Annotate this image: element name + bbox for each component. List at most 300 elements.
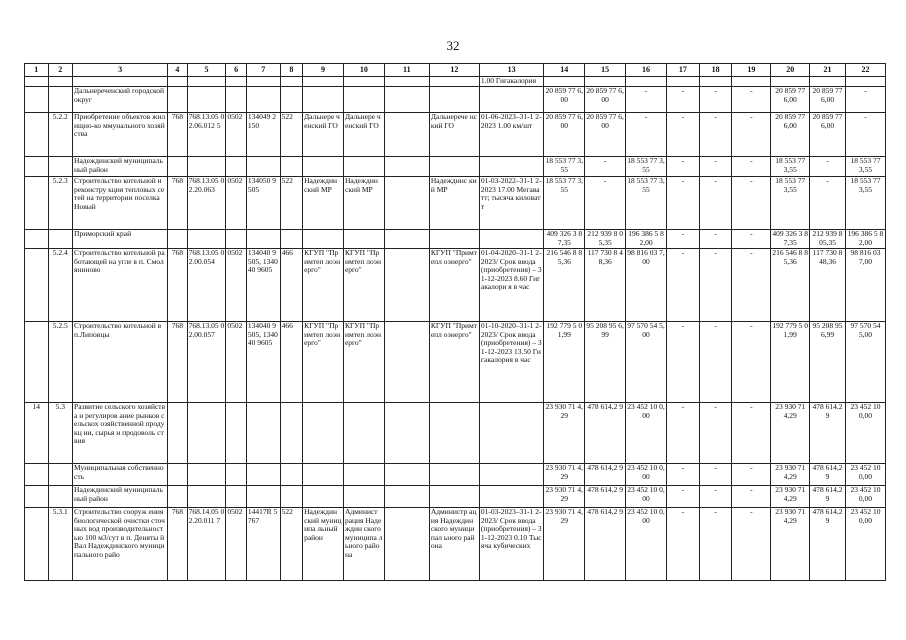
table-cell: 768	[168, 177, 187, 230]
table-cell	[626, 77, 667, 87]
table-cell	[429, 77, 479, 87]
table-cell	[479, 486, 543, 508]
table-cell: 23 452 10 0,00	[845, 403, 885, 464]
column-header: 1	[25, 64, 49, 77]
table-cell: 18 553 77 3,55	[845, 177, 885, 230]
table-cell: -	[699, 157, 732, 177]
table-cell: -	[699, 508, 732, 581]
table-cell: -	[699, 403, 732, 464]
table-cell: 134049 2150	[246, 113, 280, 157]
table-cell	[168, 230, 187, 249]
table-cell	[479, 157, 543, 177]
table-cell: Надеждин ский МР	[343, 177, 384, 230]
table-cell: 20 859 77 6,00	[544, 113, 585, 157]
table-cell: 18 553 77 3,55	[544, 177, 585, 230]
table-cell: 522	[280, 508, 302, 581]
table-cell: 478 614,2 9	[585, 508, 626, 581]
table-cell: -	[667, 113, 700, 157]
table-cell: 23 452 10 0,00	[845, 486, 885, 508]
table-cell: 23 930 71 4,29	[771, 508, 810, 581]
table-cell: 768.13.05 02.06.012 5	[187, 113, 226, 157]
table-cell	[429, 157, 479, 177]
table-cell: Дальнере ченский ГО	[303, 113, 344, 157]
table-cell: Строительство котельной работающей на угле в п. Смоляниново	[73, 249, 168, 322]
table-cell: -	[699, 177, 732, 230]
table-cell: Дальнерече нский ГО	[429, 113, 479, 157]
table-cell: КГУП "Примтепл оэнерго"	[429, 249, 479, 322]
table-cell: Дальнере ченский ГО	[343, 113, 384, 157]
table-cell	[479, 403, 543, 464]
table-cell	[48, 77, 73, 87]
table-cell	[226, 464, 246, 486]
table-cell: -	[810, 177, 846, 230]
table-cell: 117 730 8 48,36	[585, 249, 626, 322]
table-cell	[226, 230, 246, 249]
column-header: 4	[168, 64, 187, 77]
table-row	[25, 87, 886, 113]
table-cell: 768	[168, 508, 187, 581]
table-cell: -	[732, 249, 771, 322]
table-cell: 466	[280, 249, 302, 322]
table-cell: 5.3	[48, 403, 73, 464]
table-cell: Администр ация Надеждин ского муниципал ьного района	[429, 508, 479, 581]
column-header: 8	[280, 64, 302, 77]
table-cell: 97 570 54 5,00	[845, 322, 885, 403]
table-cell: Приморский край	[73, 230, 168, 249]
table-cell: 23 452 10 0,00	[845, 464, 885, 486]
table-cell: -	[667, 486, 700, 508]
table-row	[25, 403, 886, 464]
table-cell: -	[732, 403, 771, 464]
table-cell	[168, 403, 187, 464]
table-cell	[544, 77, 585, 87]
table-cell	[280, 486, 302, 508]
table-cell	[168, 157, 187, 177]
table-cell	[810, 77, 846, 87]
table-cell: 768	[168, 113, 187, 157]
table-cell: 01-04-2020–31-1 2-2023/ Срок ввода (приобретения) – 31-12-2023 8.60 Гигакалори я в час	[479, 249, 543, 322]
column-header: 17	[667, 64, 700, 77]
table-cell	[384, 113, 429, 157]
table-row	[25, 464, 886, 486]
table-cell: 01-03-2022–31-1 2-2023 17.00 Мегаватт; тысяча киловатт	[479, 177, 543, 230]
table-cell: -	[732, 113, 771, 157]
table-cell: КГУП "Примтепл оэнерго"	[429, 322, 479, 403]
table-cell: 23 452 10 0,00	[626, 464, 667, 486]
table-cell: 20 859 77 6,00	[771, 113, 810, 157]
table-cell	[303, 464, 344, 486]
table-cell	[25, 113, 49, 157]
table-cell: Муниципальная собственность	[73, 464, 168, 486]
table-cell	[384, 249, 429, 322]
table-cell	[168, 486, 187, 508]
table-cell: 23 930 71 4,29	[544, 508, 585, 581]
table-cell: КГУП "Примтеп лоэнерго"	[303, 322, 344, 403]
table-cell: 522	[280, 113, 302, 157]
table-cell: -	[732, 322, 771, 403]
column-header: 5	[187, 64, 226, 77]
table-cell	[479, 87, 543, 113]
table-cell	[479, 464, 543, 486]
table-cell: 478 614,2 9	[810, 403, 846, 464]
column-header: 22	[845, 64, 885, 77]
table-cell	[168, 464, 187, 486]
table-cell	[48, 87, 73, 113]
column-header: 20	[771, 64, 810, 77]
table-cell	[246, 403, 280, 464]
table-cell: КГУП "Примтеп лоэнерго"	[343, 249, 384, 322]
table-cell: 768.13.05 02.00.057	[187, 322, 226, 403]
table-cell: -	[626, 87, 667, 113]
table-cell: 23 930 71 4,29	[544, 464, 585, 486]
table-cell	[280, 77, 302, 87]
table-cell: -	[699, 230, 732, 249]
column-header: 3	[73, 64, 168, 77]
table-cell	[667, 77, 700, 87]
table-cell: 01-03-2023–31-1 2-2023/ Срок ввода (приобретения) – 31-12-2023 0.10 Тысяча кубических	[479, 508, 543, 581]
table-cell: Надеждинс кий МР	[429, 177, 479, 230]
table-cell: -	[732, 230, 771, 249]
table-cell: Строительство котельной в п.Липовцы	[73, 322, 168, 403]
table-cell: 216 546 8 85,36	[771, 249, 810, 322]
table-cell	[384, 486, 429, 508]
table-cell	[429, 486, 479, 508]
table-cell: 196 386 5 82,00	[845, 230, 885, 249]
table-cell: 18 553 77 3,55	[771, 177, 810, 230]
table-cell: 20 859 77 6,00	[544, 87, 585, 113]
table-cell	[25, 322, 49, 403]
budget-table	[24, 63, 886, 581]
table-cell: 768.14.05 02.20.011 7	[187, 508, 226, 581]
table-cell	[187, 464, 226, 486]
table-cell	[343, 486, 384, 508]
table-cell: Развитие сельского хозяйства и регулиров ание рынков сельскох озяйственной продукц ии, сырья и продоволь ствия	[73, 403, 168, 464]
table-cell	[343, 403, 384, 464]
table-cell: 23 452 10 0,00	[626, 486, 667, 508]
table-cell	[226, 87, 246, 113]
table-cell: 18 553 77 3,55	[845, 157, 885, 177]
table-cell: -	[585, 157, 626, 177]
table-cell: Надеждин ский муниципа льный район	[303, 508, 344, 581]
table-cell: -	[732, 508, 771, 581]
column-header: 14	[544, 64, 585, 77]
table-cell: 5.2.2	[48, 113, 73, 157]
table-cell: Надеждинский муниципальный район	[73, 157, 168, 177]
table-cell: 478 614,2 9	[810, 508, 846, 581]
table-cell: 98 816 03 7,00	[845, 249, 885, 322]
table-cell	[384, 403, 429, 464]
table-row	[25, 230, 886, 249]
table-cell	[699, 77, 732, 87]
table-cell: КГУП "Примтеп лоэнерго"	[303, 249, 344, 322]
table-row	[25, 77, 886, 87]
table-cell: 20 859 77 6,00	[771, 87, 810, 113]
table-cell: 117 730 8 48,36	[810, 249, 846, 322]
table-cell: 20 859 77 6,00	[585, 113, 626, 157]
table-cell: Дальнереченский городской округ	[73, 87, 168, 113]
table-cell: -	[699, 486, 732, 508]
column-header: 6	[226, 64, 246, 77]
table-cell	[48, 157, 73, 177]
table-cell	[384, 508, 429, 581]
table-cell	[303, 87, 344, 113]
column-header: 11	[384, 64, 429, 77]
table-cell: 0502	[226, 113, 246, 157]
table-row	[25, 508, 886, 581]
table-cell	[429, 464, 479, 486]
table-row	[25, 177, 886, 230]
table-cell: 18 553 77 3,55	[544, 157, 585, 177]
table-cell	[168, 87, 187, 113]
table-cell: 98 816 03 7,00	[626, 249, 667, 322]
column-header: 15	[585, 64, 626, 77]
column-header: 18	[699, 64, 732, 77]
column-header: 12	[429, 64, 479, 77]
table-cell: -	[667, 249, 700, 322]
table-cell: -	[667, 464, 700, 486]
table-row	[25, 322, 886, 403]
table-cell	[280, 403, 302, 464]
table-cell: 1.00 Гигакалория	[479, 77, 543, 87]
table-cell	[280, 230, 302, 249]
column-header: 10	[343, 64, 384, 77]
table-cell	[303, 403, 344, 464]
table-cell: -	[699, 113, 732, 157]
table-cell: 0502	[226, 508, 246, 581]
table-cell	[246, 77, 280, 87]
table-cell: 134040 9505, 134040 9605	[246, 322, 280, 403]
table-cell: 18 553 77 3,55	[771, 157, 810, 177]
table-cell: 5.2.5	[48, 322, 73, 403]
table-cell	[187, 77, 226, 87]
table-cell: 768	[168, 249, 187, 322]
table-cell: 97 570 54 5,00	[626, 322, 667, 403]
column-header: 16	[626, 64, 667, 77]
table-cell	[429, 403, 479, 464]
table-cell	[187, 87, 226, 113]
table-cell: -	[667, 230, 700, 249]
table-cell: 23 452 10 0,00	[626, 508, 667, 581]
table-cell: 01-10-2020–31-1 2-2023/ Срок ввода (приобретения) – 31-12-2023 13.50 Гигакалория в час	[479, 322, 543, 403]
table-cell	[226, 403, 246, 464]
table-cell: 478 614,2 9	[585, 403, 626, 464]
table-cell	[845, 77, 885, 87]
table-cell	[187, 157, 226, 177]
table-cell	[187, 403, 226, 464]
table-cell: 212 939 8 05,35	[810, 230, 846, 249]
table-cell	[303, 230, 344, 249]
table-cell: 23 930 71 4,29	[771, 486, 810, 508]
table-cell	[771, 77, 810, 87]
table-cell	[732, 77, 771, 87]
table-cell	[384, 87, 429, 113]
table-cell: 18 553 77 3,55	[626, 157, 667, 177]
table-cell	[168, 77, 187, 87]
table-cell	[384, 230, 429, 249]
table-cell: -	[585, 177, 626, 230]
table-cell: 23 930 71 4,29	[771, 464, 810, 486]
table-cell: 196 386 5 82,00	[626, 230, 667, 249]
table-cell: 20 859 77 6,00	[810, 113, 846, 157]
table-cell: 01-06-2023–31-1 2-2023 1.00 км/шт	[479, 113, 543, 157]
table-cell: 14417R 5767	[246, 508, 280, 581]
table-cell: -	[667, 322, 700, 403]
table-cell: 20 859 77 6,00	[585, 87, 626, 113]
table-cell	[25, 87, 49, 113]
table-cell	[25, 157, 49, 177]
table-cell: 134050 9505	[246, 177, 280, 230]
table-cell	[479, 230, 543, 249]
table-row	[25, 486, 886, 508]
table-cell	[187, 230, 226, 249]
table-cell	[384, 464, 429, 486]
table-cell: 478 614,2 9	[810, 486, 846, 508]
page-number: 32	[446, 38, 460, 53]
table-cell: 192 779 5 01,99	[544, 322, 585, 403]
table-cell: 466	[280, 322, 302, 403]
table-cell: 23 930 71 4,29	[544, 403, 585, 464]
table-cell: 20 859 77 6,00	[810, 87, 846, 113]
table-cell	[343, 230, 384, 249]
table-cell: 95 208 95 6,99	[585, 322, 626, 403]
table-cell	[246, 87, 280, 113]
table-cell: -	[626, 113, 667, 157]
table-cell	[585, 77, 626, 87]
table-cell	[48, 230, 73, 249]
table-cell: 522	[280, 177, 302, 230]
table-cell	[303, 157, 344, 177]
table-cell: 23 930 71 4,29	[771, 403, 810, 464]
table-cell: Приобретение объектов жилищно-ко ммунального хозяйства	[73, 113, 168, 157]
table-cell: КГУП "Примтеп лоэнерго"	[343, 322, 384, 403]
table-cell	[384, 157, 429, 177]
column-header: 21	[810, 64, 846, 77]
table-cell: 192 779 5 01,99	[771, 322, 810, 403]
table-cell: 478 614,2 9	[585, 464, 626, 486]
table-cell	[280, 157, 302, 177]
table-cell: 0502	[226, 177, 246, 230]
table-cell: -	[667, 157, 700, 177]
table-cell: -	[699, 87, 732, 113]
table-cell: -	[732, 177, 771, 230]
table-cell	[343, 77, 384, 87]
table-cell: Админист рация Надеждин ского муниципа льного района	[343, 508, 384, 581]
table-cell: 18 553 77 3,55	[626, 177, 667, 230]
table-cell	[429, 87, 479, 113]
table-cell: 5.3.1	[48, 508, 73, 581]
table-cell: 0502	[226, 322, 246, 403]
table-cell	[25, 177, 49, 230]
table-cell: -	[667, 508, 700, 581]
table-row	[25, 157, 886, 177]
table-cell: -	[667, 177, 700, 230]
table-cell	[48, 464, 73, 486]
table-cell: 5.2.4	[48, 249, 73, 322]
table-cell	[246, 486, 280, 508]
table-cell: 5.2.3	[48, 177, 73, 230]
table-cell	[343, 87, 384, 113]
table-cell: 212 939 8 05,35	[585, 230, 626, 249]
table-cell: -	[732, 486, 771, 508]
table-cell: 768.13.05 02.20.063	[187, 177, 226, 230]
table-cell: -	[845, 113, 885, 157]
table-cell: -	[845, 87, 885, 113]
table-cell: -	[699, 464, 732, 486]
column-header: 2	[48, 64, 73, 77]
column-header: 7	[246, 64, 280, 77]
table-cell: Строительство котельной и реконстру кция тепловых сетей на территории поселка Новый	[73, 177, 168, 230]
column-header: 13	[479, 64, 543, 77]
table-cell	[25, 249, 49, 322]
table-cell: 768	[168, 322, 187, 403]
table-cell	[25, 508, 49, 581]
table-cell	[303, 486, 344, 508]
table-cell	[187, 486, 226, 508]
table-cell: 409 326 3 87,35	[544, 230, 585, 249]
table-cell: -	[667, 87, 700, 113]
table-cell	[280, 87, 302, 113]
column-header: 19	[732, 64, 771, 77]
table-cell: -	[667, 403, 700, 464]
table-cell: -	[810, 157, 846, 177]
table-row	[25, 249, 886, 322]
table-cell	[25, 486, 49, 508]
table-row	[25, 113, 886, 157]
table-cell	[384, 322, 429, 403]
table-cell	[246, 157, 280, 177]
table-cell	[384, 77, 429, 87]
table-cell	[246, 464, 280, 486]
table-cell: -	[732, 157, 771, 177]
table-cell: Надеждин ский МР	[303, 177, 344, 230]
table-cell: 23 452 10 0,00	[626, 403, 667, 464]
table-cell: 409 326 3 87,35	[772, 229, 809, 247]
table-cell: 95 208 95 6,99	[810, 322, 846, 403]
table-cell	[280, 464, 302, 486]
table-cell: 23 452 10 0,00	[845, 508, 885, 581]
table-cell: 23 930 71 4,29	[544, 486, 585, 508]
table-cell	[429, 230, 479, 249]
table-cell	[226, 157, 246, 177]
table-cell: 14	[25, 403, 49, 464]
table-cell	[343, 157, 384, 177]
table-cell	[48, 486, 73, 508]
table-cell: -	[732, 87, 771, 113]
table-cell: -	[732, 464, 771, 486]
table-cell: -	[699, 322, 732, 403]
column-header: 9	[303, 64, 344, 77]
table-cell	[384, 177, 429, 230]
table-cell: 0502	[226, 249, 246, 322]
table-cell: 768.13.05 02.00.054	[187, 249, 226, 322]
table-cell	[343, 464, 384, 486]
table-cell: Надеждинский муниципальный район	[73, 486, 168, 508]
table-cell: 134040 9505, 134040 9605	[246, 249, 280, 322]
table-cell: 478 614,2 9	[585, 486, 626, 508]
table-cell	[73, 77, 168, 87]
table-cell	[246, 230, 280, 249]
table-cell	[226, 77, 246, 87]
table-cell	[25, 464, 49, 486]
table-cell	[226, 486, 246, 508]
table-cell: 478 614,2 9	[810, 464, 846, 486]
table-cell: Строительство сооруж ения биологической очистки сточных вод производительностью 100 м3/сут в п. Деняты й Вал Надеждинского муниципального райо	[73, 508, 168, 581]
table-cell: 216 546 8 85,36	[544, 249, 585, 322]
header-row	[25, 64, 886, 77]
table-cell	[303, 77, 344, 87]
table-cell	[25, 230, 49, 249]
table-cell	[25, 77, 49, 87]
